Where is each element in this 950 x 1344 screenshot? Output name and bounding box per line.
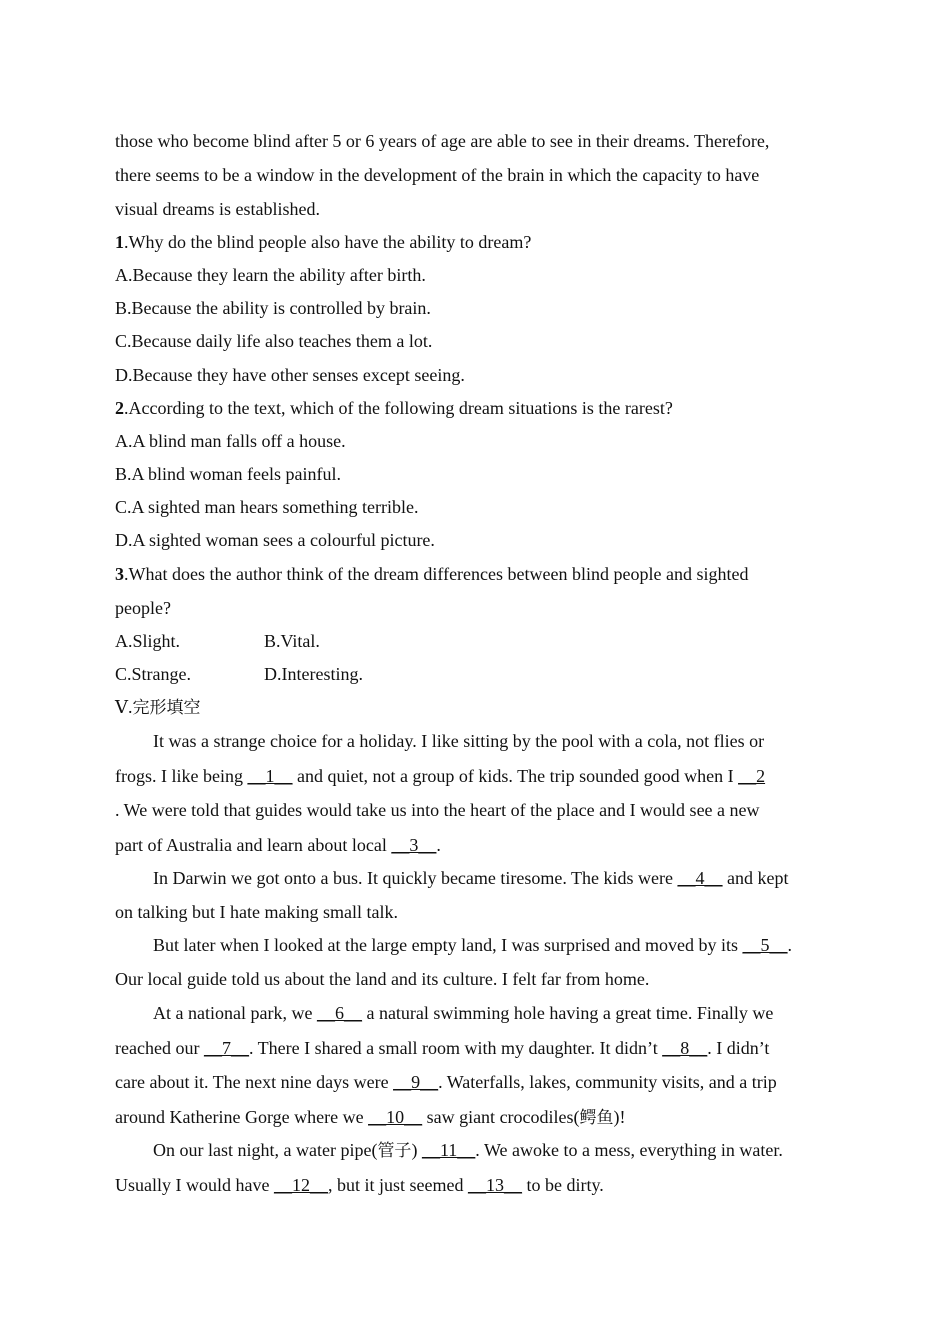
option-a: A.Slight. <box>115 631 181 651</box>
passage-line: there seems to be a window in the development of the brain in which the capacity to have <box>115 165 760 185</box>
question-number: 1 <box>115 232 124 252</box>
question-text: .Why do the blind people also have the ability to dream? <box>124 232 532 252</box>
cloze-text: . Waterfalls, lakes, community visits, and a trip <box>438 1072 777 1092</box>
blank-12[interactable]: __12__ <box>273 1175 328 1195</box>
cloze-text: around Katherine Gorge where we <box>115 1107 369 1127</box>
question-text: .What does the author think of the dream differences between blind people and sighted <box>124 564 749 584</box>
cloze-line <box>115 765 765 787</box>
option-b: B.Vital. <box>264 631 320 651</box>
cloze-text-cjk: 鳄鱼 <box>579 1108 614 1128</box>
cloze-text: . We awoke to a mess, everything in water. <box>475 1140 783 1160</box>
section-heading <box>115 696 201 719</box>
blank-5[interactable]: __5__ <box>742 935 788 955</box>
cloze-line: It was a strange choice for a holiday. I like sitting by the pool with a cola, not flies or <box>153 731 765 751</box>
cloze-text: . I didn’t <box>707 1038 770 1058</box>
question-3-stem <box>115 563 748 585</box>
blank-9[interactable]: __9__ <box>393 1072 439 1092</box>
option-d: D.Interesting. <box>264 664 363 684</box>
option-d: D.A sighted woman sees a colourful picture. <box>115 530 435 550</box>
cloze-text: )! <box>613 1107 626 1127</box>
cloze-text: reached our <box>115 1038 204 1058</box>
cloze-text: frogs. I like being <box>115 766 248 786</box>
blank-10[interactable]: __10__ <box>368 1107 423 1127</box>
cloze-line <box>153 1002 773 1024</box>
passage-line: visual dreams is established. <box>115 199 320 219</box>
option-b: B.Because the ability is controlled by brain. <box>115 298 431 318</box>
option-c: C.Because daily life also teaches them a lot. <box>115 331 433 351</box>
blank-13[interactable]: __13__ <box>467 1175 522 1195</box>
cloze-text: . <box>436 835 441 855</box>
section-title: 完形填空 <box>132 698 201 718</box>
option-c: C.Strange. <box>115 664 191 684</box>
cloze-line <box>153 934 792 956</box>
cloze-text: and kept <box>722 868 789 888</box>
cloze-text: care about it. The next nine days were <box>115 1072 394 1092</box>
cloze-text: and quiet, not a group of kids. The trip sounded good when I <box>292 766 739 786</box>
cloze-text-cjk: 管子 <box>377 1141 412 1161</box>
blank-11[interactable]: __11__ <box>421 1140 476 1160</box>
cloze-line <box>115 1071 777 1093</box>
cloze-text: a natural swimming hole having a great time. Finally we <box>361 1003 774 1023</box>
cloze-line <box>153 867 789 889</box>
cloze-line <box>115 834 441 856</box>
option-b: B.A blind woman feels painful. <box>115 464 341 484</box>
cloze-text: , but it just seemed <box>327 1175 468 1195</box>
question-number: 2 <box>115 398 124 418</box>
question-2-stem <box>115 397 673 419</box>
blank-1[interactable]: __1__ <box>247 766 293 786</box>
option-d: D.Because they have other senses except seeing. <box>115 365 465 385</box>
cloze-text: . <box>787 935 793 955</box>
cloze-line <box>153 1139 783 1162</box>
options-row-1 <box>115 630 515 652</box>
option-c: C.A sighted man hears something terrible. <box>115 497 419 517</box>
cloze-text: to be dirty. <box>521 1175 604 1195</box>
cloze-text: At a national park, we <box>153 1003 317 1023</box>
cloze-line <box>115 1106 626 1129</box>
cloze-text: saw giant crocodiles( <box>422 1107 580 1127</box>
options-row-2 <box>115 663 515 685</box>
section-numeral: Ⅴ. <box>115 697 133 717</box>
cloze-text: . There I shared a small room with my daughter. It didn’t <box>248 1038 663 1058</box>
option-a: A.Because they learn the ability after birth. <box>115 265 426 285</box>
passage-line: those who become blind after 5 or 6 years of age are able to see in their dreams. Therefore, <box>115 131 770 151</box>
blank-4[interactable]: __4__ <box>677 868 723 888</box>
cloze-text: part of Australia and learn about local <box>115 835 392 855</box>
cloze-line <box>115 1174 604 1196</box>
cloze-text: In Darwin we got onto a bus. It quickly became tiresome. The kids were <box>153 868 678 888</box>
blank-6[interactable]: __6__ <box>316 1003 362 1023</box>
option-a: A.A blind man falls off a house. <box>115 431 346 451</box>
cloze-line: on talking but I hate making small talk. <box>115 902 398 922</box>
cloze-line: Our local guide told us about the land and its culture. I felt far from home. <box>115 969 650 989</box>
cloze-text: But later when I looked at the large empty land, I was surprised and moved by its <box>153 935 743 955</box>
blank-3[interactable]: __3__ <box>391 835 437 855</box>
cloze-text: Usually I would have <box>115 1175 274 1195</box>
cloze-line: . We were told that guides would take us into the heart of the place and I would see a new <box>115 800 760 820</box>
cloze-text: On our last night, a water pipe( <box>153 1140 378 1160</box>
question-1-stem <box>115 231 531 253</box>
blank-8[interactable]: __8__ <box>662 1038 708 1058</box>
question-text: .According to the text, which of the following dream situations is the rarest? <box>124 398 673 418</box>
question-3-stem-cont: people? <box>115 598 171 618</box>
question-number: 3 <box>115 564 124 584</box>
cloze-line <box>115 1037 769 1059</box>
blank-7[interactable]: __7__ <box>203 1038 249 1058</box>
blank-2[interactable]: __2 <box>738 766 766 786</box>
cloze-text: ) <box>411 1140 422 1160</box>
